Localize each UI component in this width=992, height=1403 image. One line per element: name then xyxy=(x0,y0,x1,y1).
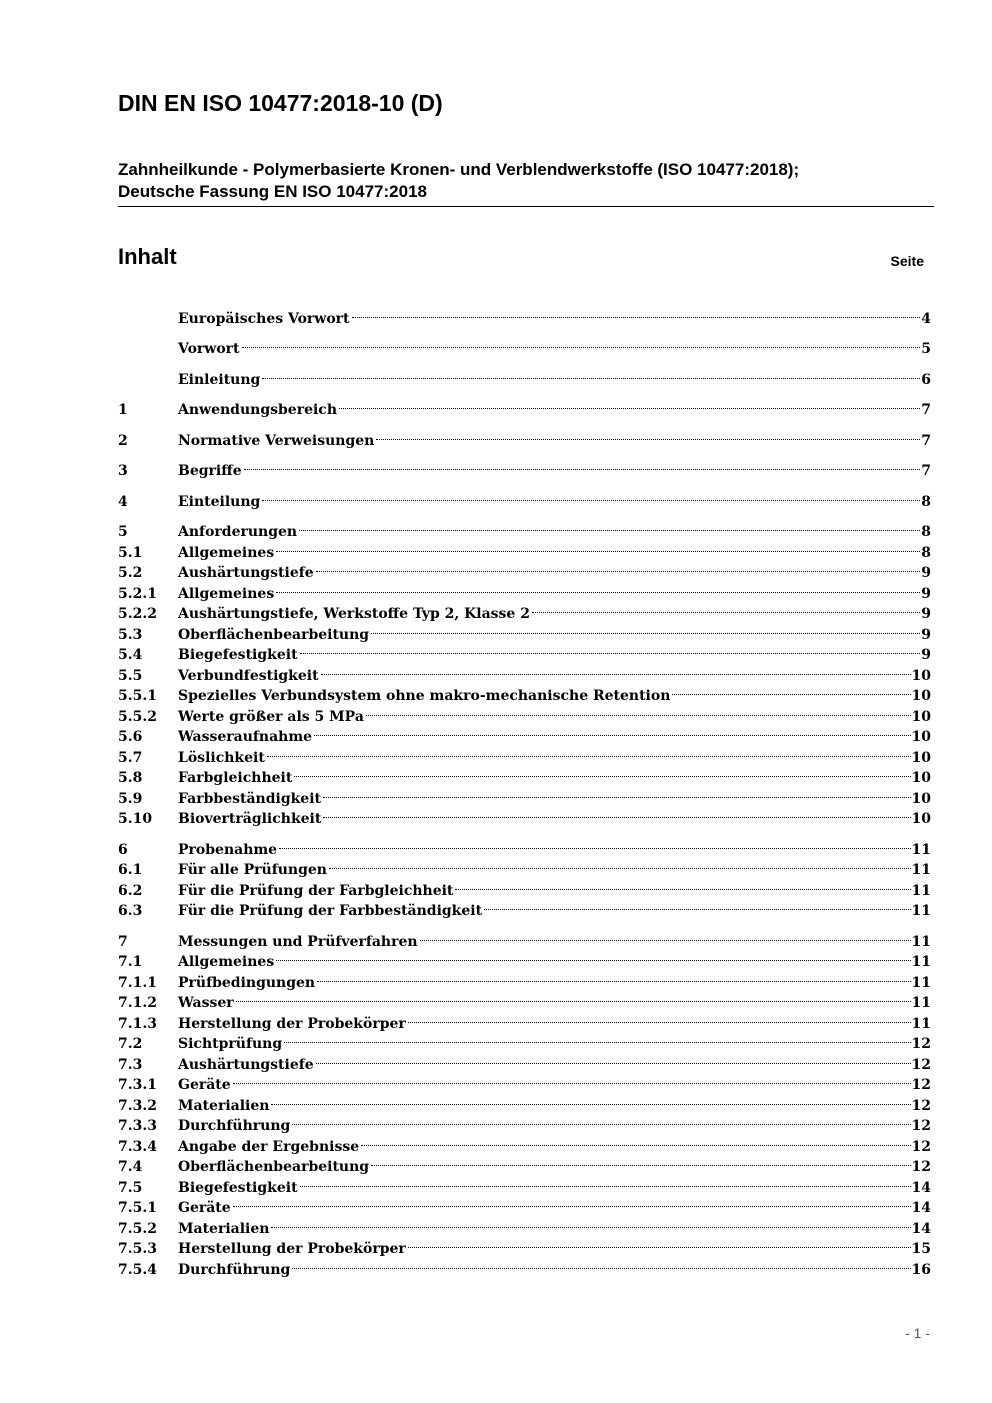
toc-entry[interactable] xyxy=(118,833,931,858)
toc-dot-leader xyxy=(532,598,920,619)
toc-entry-page: 14 xyxy=(911,1179,931,1196)
toc-entry-label: Materialien xyxy=(178,1097,270,1114)
toc-entry-label: Oberflächenbearbeitung xyxy=(178,1159,370,1175)
toc-dot-leader xyxy=(244,455,921,476)
toc-dot-leader xyxy=(271,1212,910,1233)
toc-entry[interactable] xyxy=(118,925,931,950)
toc-dot-leader xyxy=(317,966,910,987)
toc-entry-page: 4 xyxy=(921,310,931,327)
toc-entry-page: 12 xyxy=(911,1159,931,1175)
toc-dot-leader xyxy=(323,803,910,824)
toc-dot-leader xyxy=(271,1089,910,1110)
toc-page-column-label: Seite xyxy=(890,253,924,269)
toc-entry-number: 6.1 xyxy=(118,862,143,878)
toc-entry-label: Angabe der Ergebnisse xyxy=(178,1138,360,1155)
toc-entry-label: Biegefestigkeit xyxy=(178,1179,298,1196)
toc-entry-label: Anwendungsbereich xyxy=(178,402,337,418)
toc-entry-page: 11 xyxy=(911,882,931,899)
toc-entry-number: 5.5.1 xyxy=(118,688,157,704)
toc-entry-page: 7 xyxy=(921,463,931,479)
toc-dot-leader xyxy=(242,333,921,354)
toc-dot-leader xyxy=(408,1007,911,1028)
toc-entry-page: 12 xyxy=(911,1036,931,1052)
toc-dot-leader xyxy=(672,680,910,701)
toc-dot-leader xyxy=(420,925,911,946)
toc-dot-leader xyxy=(279,833,910,854)
toc-entry-number: 4 xyxy=(118,493,128,510)
toc-entry-page: 8 xyxy=(921,524,931,540)
toc-entry[interactable] xyxy=(118,1007,931,1032)
toc-entry-number: 7.5 xyxy=(118,1179,143,1196)
toc-entry-label: Anforderungen xyxy=(178,524,298,540)
toc-entry[interactable] xyxy=(118,516,931,540)
toc-entry-label: Begriffe xyxy=(178,463,242,479)
subtitle-line-2: Deutsche Fassung EN ISO 10477:2018 xyxy=(118,182,427,201)
toc-heading: Inhalt xyxy=(118,244,177,269)
toc-entry-number: 7.2 xyxy=(118,1036,143,1052)
toc-entry-number: 5 xyxy=(118,524,128,540)
toc-entry[interactable] xyxy=(118,1069,931,1093)
toc-entry-label: Sichtprüfung xyxy=(178,1036,283,1052)
toc-entry-number: 5.8 xyxy=(118,770,143,786)
toc-entry-page: 10 xyxy=(911,708,931,725)
toc-entry-page: 10 xyxy=(911,729,931,745)
document-subtitle xyxy=(118,159,934,207)
toc-entry-number: 5.9 xyxy=(118,790,143,807)
toc-entry-page: 11 xyxy=(911,954,931,970)
toc-entry-label: Probenahme xyxy=(178,841,278,858)
toc-entry[interactable] xyxy=(118,1192,931,1216)
toc-dot-leader xyxy=(371,1151,910,1172)
toc-entry-page: 10 xyxy=(911,770,931,786)
toc-entry-number: 5.2.1 xyxy=(118,585,157,602)
toc-entry-label: Europäisches Vorwort xyxy=(178,310,350,327)
toc-dot-leader xyxy=(484,895,910,916)
toc-entry-number: 7.3.4 xyxy=(118,1138,157,1155)
toc-entry[interactable] xyxy=(118,394,931,418)
toc-entry-number: 5.2 xyxy=(118,565,143,581)
toc-entry-page: 9 xyxy=(921,647,931,663)
toc-entry-page: 9 xyxy=(921,626,931,643)
toc-entry-page: 9 xyxy=(921,585,931,602)
toc-dot-leader xyxy=(361,1130,910,1151)
toc-dot-leader xyxy=(294,762,910,783)
toc-dot-leader xyxy=(339,394,920,415)
toc-dot-leader xyxy=(276,577,920,598)
toc-entry-number: 7.1.3 xyxy=(118,1015,157,1032)
toc-entry-number: 7.1.2 xyxy=(118,995,157,1011)
toc-entry-page: 11 xyxy=(911,862,931,878)
toc-dot-leader xyxy=(408,1233,911,1254)
toc-entry[interactable] xyxy=(118,363,931,388)
toc-entry-number: 7 xyxy=(118,933,128,950)
toc-entry-page: 10 xyxy=(911,667,931,684)
toc-dot-leader xyxy=(352,302,921,323)
toc-entry-page: 14 xyxy=(911,1220,931,1237)
toc-entry-label: Aushärtungstiefe xyxy=(178,565,314,581)
toc-entry-page: 12 xyxy=(911,1138,931,1155)
toc-dot-leader xyxy=(267,741,911,762)
toc-dot-leader xyxy=(329,854,911,875)
toc-entry-number: 5.2.2 xyxy=(118,606,157,622)
toc-dot-leader xyxy=(233,1192,911,1213)
toc-dot-leader xyxy=(455,874,910,895)
toc-entry-label: Verbundfestigkeit xyxy=(178,667,319,684)
toc-entry-page: 12 xyxy=(911,1077,931,1093)
toc-entry-page: 14 xyxy=(911,1200,931,1216)
toc-entry-number: 5.5 xyxy=(118,667,143,684)
toc-entry-number: 7.3.2 xyxy=(118,1097,157,1114)
toc-entry-label: Einteilung xyxy=(178,493,261,510)
toc-entry-number: 7.5.2 xyxy=(118,1220,157,1237)
toc-entry-page: 11 xyxy=(911,841,931,858)
toc-entry-page: 10 xyxy=(911,688,931,704)
toc-entry-number: 7.5.1 xyxy=(118,1200,157,1216)
toc-entry-label: Für die Prüfung der Farbbeständigkeit xyxy=(178,903,483,919)
toc-entry-page: 10 xyxy=(911,749,931,766)
toc-entry-label: Spezielles Verbundsystem ohne makro-mechanische Retention xyxy=(178,688,671,704)
toc-dot-leader xyxy=(316,1048,911,1069)
toc-dot-leader xyxy=(314,721,910,742)
toc-entry-number: 6 xyxy=(118,841,128,858)
toc-entry-page: 8 xyxy=(921,493,931,510)
toc-entry-number: 7.3.3 xyxy=(118,1118,157,1134)
document-title: DIN EN ISO 10477:2018-10 (D) xyxy=(118,90,443,116)
page-number: - 1 - xyxy=(905,1325,930,1341)
toc-entry-label: Normative Verweisungen xyxy=(178,432,375,449)
toc-entry-label: Aushärtungstiefe, Werkstoffe Typ 2, Klasse 2 xyxy=(178,606,530,622)
toc-entry-number: 5.7 xyxy=(118,749,143,766)
toc-dot-leader xyxy=(262,363,920,384)
toc-entry-page: 6 xyxy=(921,371,931,388)
toc-dot-leader xyxy=(292,1253,910,1274)
toc-entry-number: 5.10 xyxy=(118,811,153,827)
toc-entry[interactable] xyxy=(118,302,931,327)
toc-entry-number: 7.3.1 xyxy=(118,1077,157,1093)
toc-entry-page: 8 xyxy=(921,544,931,561)
toc-entry-number: 6.3 xyxy=(118,903,143,919)
toc-dot-leader xyxy=(233,1069,911,1090)
toc-dot-leader xyxy=(292,1110,910,1131)
toc-entry-label: Allgemeines xyxy=(178,544,275,561)
toc-entry-page: 9 xyxy=(921,606,931,622)
toc-entry-label: Biegefestigkeit xyxy=(178,647,298,663)
toc-entry-label: Für die Prüfung der Farbgleichheit xyxy=(178,882,454,899)
toc-entry-number: 5.1 xyxy=(118,544,143,561)
toc-entry-number: 6.2 xyxy=(118,882,143,899)
toc-entry-number: 7.1 xyxy=(118,954,143,970)
toc-entry[interactable] xyxy=(118,424,931,449)
toc-entry-page: 11 xyxy=(911,1015,931,1032)
toc-entry-number: 5.6 xyxy=(118,729,143,745)
toc-entry-number: 7.3 xyxy=(118,1056,143,1073)
toc-entry-label: Vorwort xyxy=(178,341,240,357)
toc-entry-number: 7.5.3 xyxy=(118,1241,157,1257)
toc-entry-number: 5.4 xyxy=(118,647,143,663)
toc-entry-label: Einleitung xyxy=(178,371,261,388)
toc-entry-label: Allgemeines xyxy=(178,954,275,970)
toc-entry-page: 10 xyxy=(911,811,931,827)
toc-entry-page: 11 xyxy=(911,933,931,950)
toc-entry-number: 7.5.4 xyxy=(118,1261,157,1278)
subtitle-line-1: Zahnheilkunde - Polymerbasierte Kronen- und Verblendwerkstoffe (ISO 10477:2018); xyxy=(118,160,800,179)
toc-entry-label: Durchführung xyxy=(178,1118,291,1134)
toc-dot-leader xyxy=(284,1028,910,1049)
toc-dot-leader xyxy=(323,782,911,803)
toc-entry-page: 16 xyxy=(911,1261,931,1278)
toc-dot-leader xyxy=(371,618,920,639)
toc-entry-page: 10 xyxy=(911,790,931,807)
toc-dot-leader xyxy=(300,639,921,660)
toc-entry-label: Allgemeines xyxy=(178,585,275,602)
toc-entry-label: Bioverträglichkeit xyxy=(178,811,322,827)
toc-dot-leader xyxy=(276,536,920,557)
toc-dot-leader xyxy=(300,1171,911,1192)
toc-entry-label: Werte größer als 5 MPa xyxy=(178,708,364,725)
toc-entry-page: 11 xyxy=(911,903,931,919)
table-of-contents xyxy=(118,302,931,1278)
toc-entry-label: Geräte xyxy=(178,1077,231,1093)
toc-dot-leader xyxy=(236,987,911,1008)
toc-entry-page: 9 xyxy=(921,565,931,581)
toc-entry-page: 5 xyxy=(921,341,931,357)
toc-entry-label: Geräte xyxy=(178,1200,231,1216)
toc-entry-number: 1 xyxy=(118,402,128,418)
toc-entry-number: 3 xyxy=(118,463,128,479)
toc-entry-page: 7 xyxy=(921,432,931,449)
toc-entry-page: 11 xyxy=(911,995,931,1011)
toc-entry-number: 2 xyxy=(118,432,128,449)
toc-entry-label: Wasseraufnahme xyxy=(178,729,313,745)
toc-entry-label: Messungen und Prüfverfahren xyxy=(178,933,418,950)
toc-entry-number: 5.5.2 xyxy=(118,708,157,725)
toc-entry[interactable] xyxy=(118,333,931,357)
toc-entry-label: Für alle Prüfungen xyxy=(178,862,327,878)
toc-entry-label: Farbgleichheit xyxy=(178,770,293,786)
toc-entry-label: Durchführung xyxy=(178,1261,291,1278)
toc-entry[interactable] xyxy=(118,1089,931,1114)
toc-entry-label: Löslichkeit xyxy=(178,749,265,766)
toc-entry-page: 7 xyxy=(921,402,931,418)
toc-entry-label: Prüfbedingungen xyxy=(178,974,316,991)
toc-entry-label: Materialien xyxy=(178,1220,270,1237)
toc-entry-label: Wasser xyxy=(178,995,234,1011)
toc-entry-label: Aushärtungstiefe xyxy=(178,1056,314,1073)
toc-entry[interactable] xyxy=(118,485,931,510)
toc-entry-page: 15 xyxy=(911,1241,931,1257)
toc-entry-label: Oberflächenbearbeitung xyxy=(178,626,370,643)
toc-entry-page: 12 xyxy=(911,1056,931,1073)
toc-entry-number: 5.3 xyxy=(118,626,143,643)
toc-entry-label: Herstellung der Probekörper xyxy=(178,1241,406,1257)
toc-entry[interactable] xyxy=(118,1212,931,1237)
toc-entry-label: Farbbeständigkeit xyxy=(178,790,321,807)
toc-dot-leader xyxy=(376,424,920,445)
toc-entry[interactable] xyxy=(118,455,931,479)
toc-dot-leader xyxy=(321,659,911,680)
toc-dot-leader xyxy=(276,946,910,967)
toc-entry-page: 12 xyxy=(911,1097,931,1114)
toc-dot-leader xyxy=(299,516,920,537)
toc-entry-page: 11 xyxy=(911,974,931,991)
toc-entry-label: Herstellung der Probekörper xyxy=(178,1015,406,1032)
toc-entry[interactable] xyxy=(118,987,931,1011)
toc-dot-leader xyxy=(366,700,911,721)
toc-dot-leader xyxy=(262,485,920,506)
toc-dot-leader xyxy=(316,557,921,578)
toc-entry-number: 7.4 xyxy=(118,1159,143,1175)
toc-entry-page: 12 xyxy=(911,1118,931,1134)
toc-entry-number: 7.1.1 xyxy=(118,974,157,991)
